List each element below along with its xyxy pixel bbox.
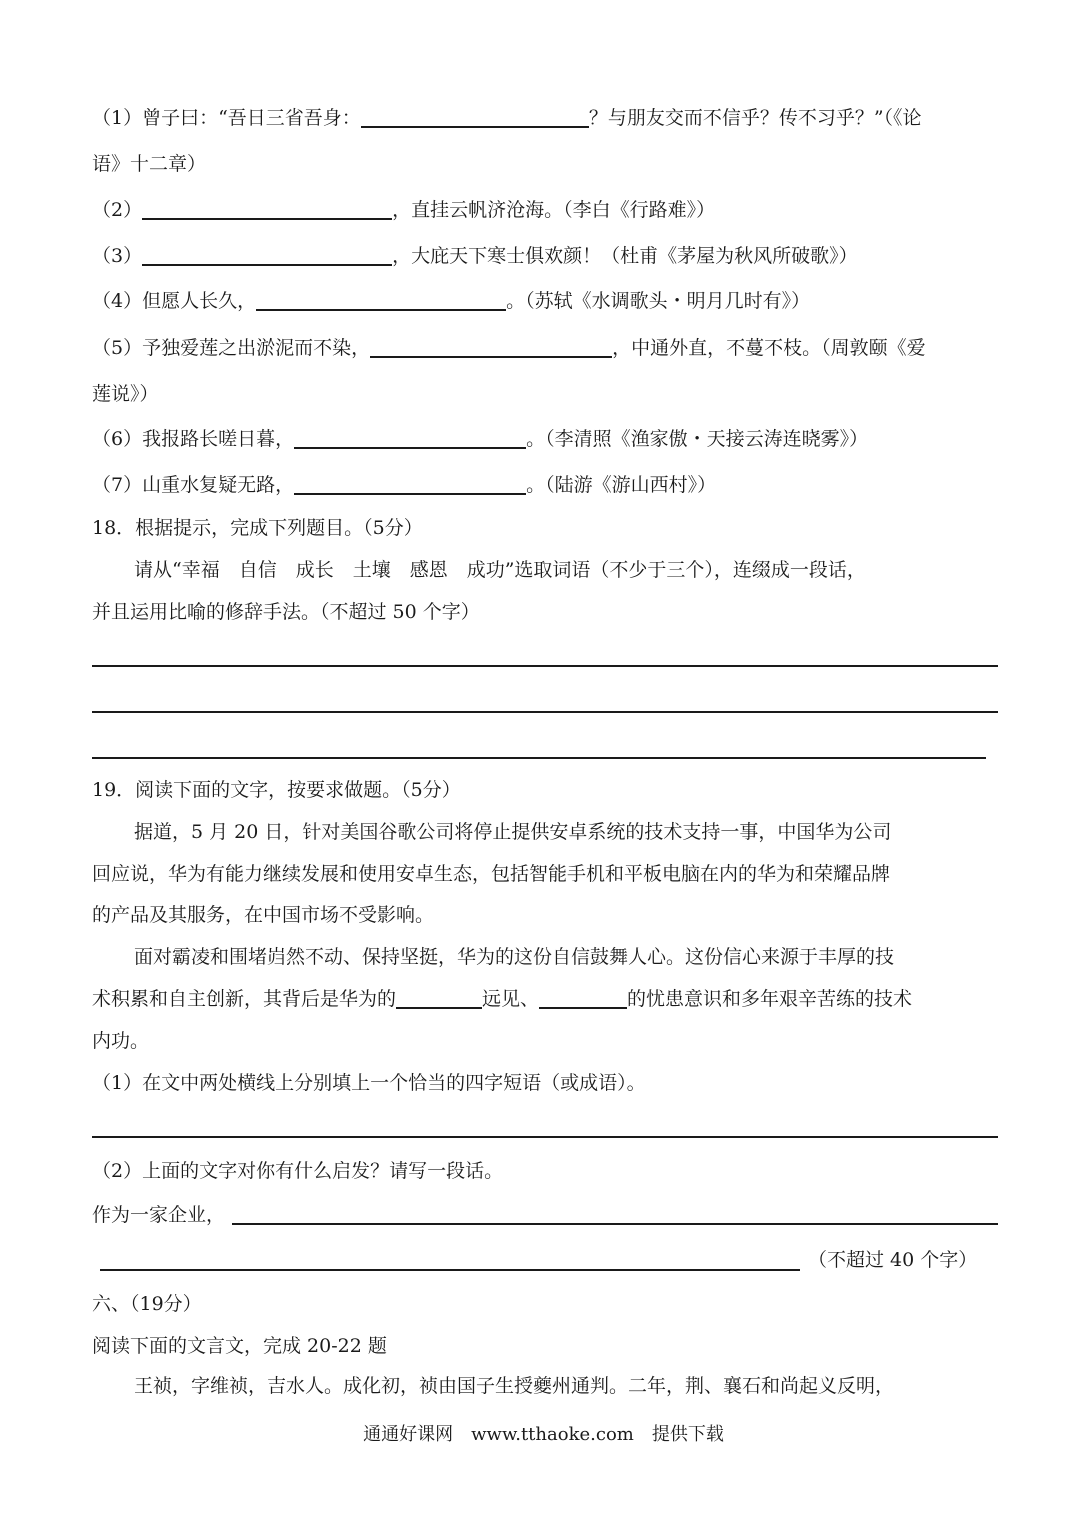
q19-paragraph1-line1: 据道，5 月 20 日，针对美国谷歌公司将停止提供安卓系统的技术支持一事，中国华为公司 (134, 821, 892, 843)
q19-text-segment: 的忧患意识和多年艰辛苦练的技术 (627, 988, 913, 1010)
q17-item4-blank[interactable] (256, 289, 506, 311)
q17-item1-blank[interactable] (361, 106, 589, 128)
section6-title: 六、（19分） (92, 1293, 202, 1315)
q17-item1-source: ？与朋友交而不信乎？传不习乎？”（《论 (588, 107, 922, 129)
q17-item3-source: ，大庇天下寒士俱欢颜！（杜甫《茅屋为秋风所破歌》） (392, 245, 858, 267)
q18-instruction-line2: 并且运用比喻的修辞手法。（不超过 50 个字） (92, 601, 480, 623)
q18-answer-line[interactable] (92, 711, 998, 713)
q18-answer-line[interactable] (92, 665, 998, 667)
q17-item6-source: 。（李清照《渔家傲・天接云涛连晓雾》） (526, 428, 869, 450)
q19-sub-question-1: （1）在文中两处横线上分别填上一个恰当的四字短语（或成语）。 (92, 1072, 646, 1094)
q17-item6-blank[interactable] (294, 427, 526, 449)
q17-item1-prompt: （1）曾子曰：“吾日三省吾身： (92, 107, 361, 129)
q17-item2-source: ，直挂云帆济沧海。（李白《行路难》） (392, 199, 716, 221)
q17-item7 (92, 473, 716, 497)
q19-blank-1[interactable] (396, 987, 482, 1009)
q19-text-segment: 远见、 (482, 988, 540, 1010)
q17-item6-prompt: （6）我报路长嗟日暮， (92, 428, 295, 450)
q17-item3-blank[interactable] (142, 244, 392, 266)
q19-blank-2[interactable] (539, 987, 627, 1009)
q17-item4-prompt: （4）但愿人长久， (92, 290, 257, 312)
q19-sub2-answer-line[interactable] (232, 1223, 998, 1225)
q18-answer-line[interactable] (92, 757, 986, 759)
q17-item5-prompt: （5）予独爱莲之出淤泥而不染， (92, 337, 371, 359)
q17-item5 (92, 336, 926, 360)
q17-item1-continuation: 语》十二章） (92, 153, 207, 175)
q18-instruction-line1: 请从“幸福 自信 成长 土壤 感恩 成功”选取词语（不少于三个），连缀成一段话， (134, 559, 866, 581)
q19-paragraph2-line1: 面对霸凌和围堵岿然不动、保持坚挺，华为的这份自信鼓舞人心。这份信心来源于丰厚的技 (134, 946, 895, 968)
q19-answer-start: 作为一家企业， (92, 1204, 226, 1226)
q17-item2-blank[interactable] (142, 198, 392, 220)
q17-item4-source: 。（苏轼《水调歌头・明月几时有》） (506, 290, 811, 312)
q17-item5-blank[interactable] (370, 336, 612, 358)
q17-item5-continuation: 莲说》） (92, 383, 159, 405)
q18-title: 18．根据提示，完成下列题目。（5分） (92, 517, 423, 539)
q17-item7-blank[interactable] (294, 473, 526, 495)
q17-item7-prompt: （7）山重水复疑无路， (92, 474, 295, 496)
q19-paragraph1-line3: 的产品及其服务，在中国市场不受影响。 (92, 904, 435, 926)
q17-item1 (92, 106, 922, 130)
q17-item4 (92, 289, 810, 313)
q19-sub1-answer-line[interactable] (92, 1136, 998, 1138)
q19-sub-question-2: （2）上面的文字对你有什么启发？请写一段话。 (92, 1160, 504, 1182)
q17-item3 (92, 244, 858, 268)
q19-sub2-answer-line[interactable] (100, 1269, 800, 1271)
q17-item5-source: ，中通外直，不蔓不枝。（周敦颐《爱 (612, 337, 926, 359)
page-footer: 通通好课网 www.tthaoke.com 提供下载 (363, 1424, 724, 1445)
q17-item2 (92, 198, 715, 222)
q17-item2-number: （2） (92, 199, 143, 221)
q19-title: 19．阅读下面的文字，按要求做题。（5分） (92, 779, 461, 801)
q17-item7-source: 。（陆游《游山西村》） (526, 474, 717, 496)
q19-paragraph1-line2: 回应说，华为有能力继续发展和使用安卓生态，包括智能手机和平板电脑在内的华为和荣耀品牌 (92, 863, 891, 885)
section6-instruction: 阅读下面的文言文，完成 20-22 题 (92, 1335, 387, 1357)
section6-passage-line1: 王祯，字维祯，吉水人。成化初，祯由国子生授夔州通判。二年，荆、襄石和尚起义反明， (134, 1375, 895, 1397)
q19-text-segment: 术积累和自主创新，其背后是华为的 (92, 988, 397, 1010)
q17-item3-number: （3） (92, 245, 143, 267)
q19-paragraph2-line3: 内功。 (92, 1030, 150, 1052)
q17-item6 (92, 427, 868, 451)
q19-paragraph2-line2 (92, 987, 912, 1011)
q19-word-limit: （不超过 40 个字） (808, 1249, 978, 1271)
